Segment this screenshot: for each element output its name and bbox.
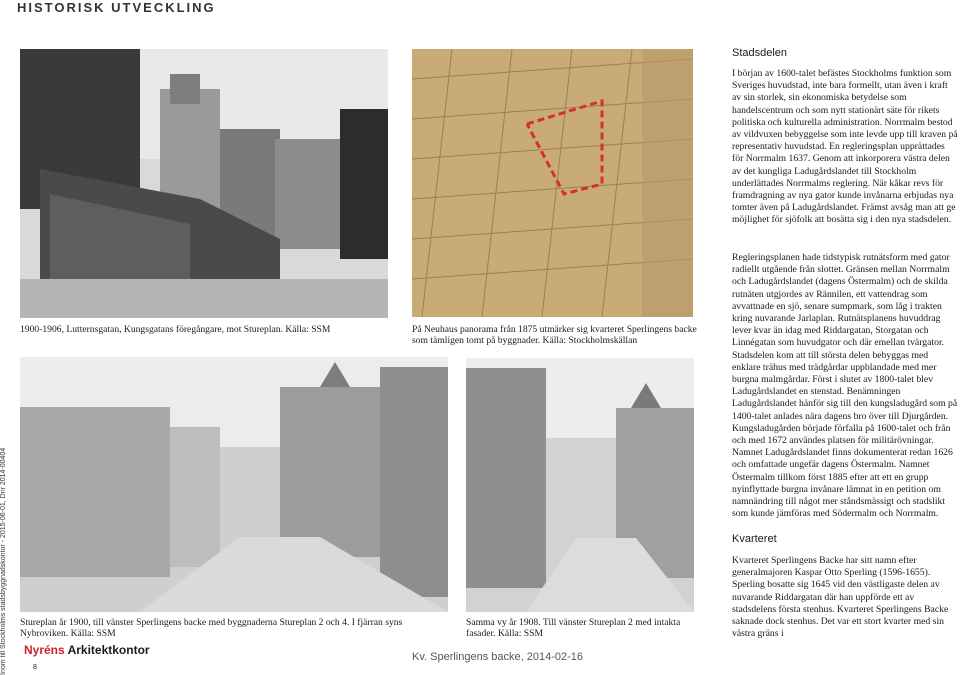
section-title-stadsdelen: Stadsdelen	[732, 47, 788, 59]
logo-part-2: Arkitektkontor	[67, 643, 150, 657]
section-title-kvarteret: Kvarteret	[732, 533, 777, 545]
photo-stureplan-1908	[466, 358, 694, 612]
page-number: 8	[33, 664, 37, 671]
caption-photo-stureplan-1900: Stureplan år 1900, till vänster Sperlingens backe med byggnaderna Stureplan 2 och 4. I fjärran syns Nybroviken. Källa: SSM	[20, 617, 403, 639]
logo-part-1: Nyréns	[24, 643, 65, 657]
stadsdelen-paragraph-2: Regleringsplanen hade tidstypisk rutnätsform med gator radiellt utgående från slottet. Gränsen mellan Norrmalm och Ladugårdslandet (dagens Östermalm) och de skilda rutnäten utgjordes av Rännilen, ett vattendrag som avvattnade en sjö, senare sumpmark, som låg i trakten kring nuvarande Jarlaplan. Rutnätsplanens huvuddrag lever kvar än idag med Riddargatan, Storgatan och Linnégatan som huvudgator och där emellan tvärgator. Stadsdelen kom att till största delen bebyggas med enklare trähus med trädgårdar uppblandade med mer burgna malmgårdar. Först i slutet av 1800-talet blev Ladugårdslandet en stenstad. Benämningen Ladugårdslandet hänför sig till den kungsladugård som på 1400-talet anlades nära dagens bro över till Djurgården. Kungsladugården började förfalla på 1600-talet och från och med 1672 användes platsen för militärövningar. Namnet Ladugårdslandet finns dokumenterat redan 1626 och omfattade ungefär dagens Östermalm. Namnet Östermalm tillkom först 1885 efter att ett en grupp nyinflyttade burgna invånare lämnat in en petition om namnändring till något mer ståndsmässigt och stadslikt som kunde jämföras med Södermalm och Norrmalm.	[732, 252, 958, 520]
photo-neuhaus-panorama	[412, 49, 693, 317]
kvarteret-paragraph-1: Kvarteret Sperlingens Backe har sitt namn efter generalmajoren Kaspar Otto Sperling (1596-1655). Sperling bosatte sig 1645 vid den västligaste delen av nuvarande Riddargatan där han uppförde ett av stadsdelens första stenhus. Kvarteret Sperlingens Backe saknade dock stenhus. Det var ett stort kvarter med sin västra gräns i	[732, 555, 949, 640]
caption-photo-stureplan-1908: Samma vy år 1908. Till vänster Stureplan 2 med intakta fasader. Källa: SSM	[466, 617, 681, 639]
page-header-title: HISTORISK UTVECKLING	[17, 0, 216, 15]
caption-photo-lutternsgatan: 1900-1906, Lutternsgatan, Kungsgatans föregångare, mot Stureplan. Källa: SSM	[20, 324, 331, 335]
side-note: Inom till Stockholms stadsbyggnadskontor - 2015-06-01, Dnr 2014-00404	[0, 447, 7, 675]
stadsdelen-paragraph-1: I början av 1600-talet befästes Stockholms funktion som Sveriges huvudstad, inte bara formellt, utan även i kraft av sin storlek, sin ekonomiska betydelse som handelscentrum och som nytt stationärt säte för rikets politiska och kulturella administration. Norrmalm bestod av vildvuxen bebyggelse som inte levde upp till kraven på representativ huvudstad. En regleringsplan upprättades för Norrmalm 1637. Genom att inkorporera västra delen av det kungliga Ladugårdslandet till Stockholm underlättades Norrmalms reglering. När kåkar revs för framdragning av nya gator kunde invånarna erbjudas nya tomter även på Ladugårdslandet. Främst avsåg man att ge möjlighet för sjöfolk att bosätta sig i den nya stadsdelen.	[732, 68, 958, 226]
photo-stureplan-1900	[20, 357, 448, 612]
caption-photo-neuhaus: På Neuhaus panorama från 1875 utmärker sig kvarteret Sperlingens backe som tämligen tomt på byggnader. Källa: Stockholmskällan	[412, 324, 697, 346]
nyrens-logo	[24, 643, 150, 657]
footer-project-title: Kv. Sperlingens backe, 2014-02-16	[412, 651, 584, 663]
photo-lutternsgatan	[20, 49, 388, 318]
